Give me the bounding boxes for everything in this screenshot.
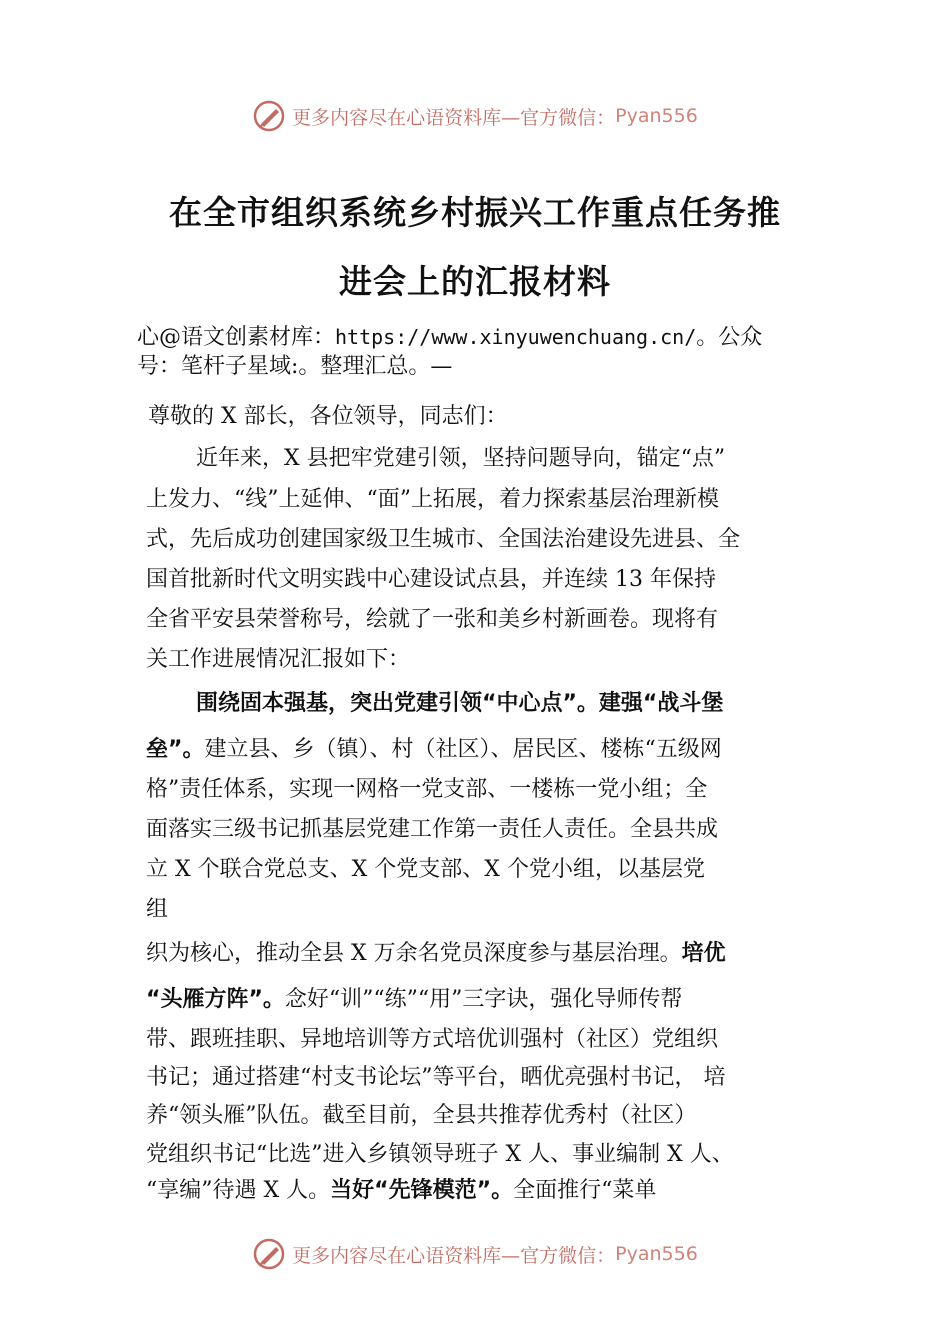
para3-bold: 培优 <box>681 941 726 966</box>
pen-logo-icon <box>252 1237 286 1271</box>
para3-text: 念好“训”“练”“用”三字诀，强化导师传帮 <box>284 987 683 1012</box>
para3-line <box>146 986 682 1014</box>
source-prefix: 心@语文创素材库： <box>137 325 336 350</box>
document-title-line1: 在全市组织系统乡村振兴工作重点任务推 <box>169 193 781 232</box>
para2-line: 立 X 个联合党总支、X 个党支部、X 个党小组，以基层党 <box>146 857 705 882</box>
para3-line <box>146 940 726 968</box>
para2-line: 组 <box>146 897 169 922</box>
para2-text: 建立县、乡（镇）、村（社区）、居民区、楼栋“五级网 <box>204 737 722 762</box>
para1-line: 全省平安县荣誉称号，绘就了一张和美乡村新画卷。现将有 <box>146 607 719 632</box>
watermark-text: 更多内容尽在心语资料库—官方微信： <box>292 106 616 129</box>
para1-line: 式，先后成功创建国家级卫生城市、全国法治建设先进县、全 <box>146 527 741 552</box>
source-line-2: 号：笔杆子星域:。整理汇总。— <box>137 354 453 379</box>
watermark-wechat-id: Pyan556 <box>615 105 698 127</box>
para1-line: 关工作进展情况汇报如下： <box>146 647 411 672</box>
pen-logo-icon <box>252 99 286 133</box>
para2-line: 面落实三级书记抓基层党建工作第一责任人责任。全县共成 <box>146 817 719 842</box>
para3-line: 书记；通过搭建“村支书论坛”等平台，晒优亮强村书记， 培 <box>146 1065 726 1090</box>
para3-text: “享编”待遇 X 人。 <box>146 1178 331 1203</box>
para3-bold: 当好“先锋模范”。 <box>330 1178 514 1203</box>
para3-line: 带、跟班挂职、异地培训等方式培优训强村（社区）党组织 <box>146 1027 719 1052</box>
para3-line <box>146 1177 656 1205</box>
bottom-watermark <box>0 1232 950 1276</box>
para1-line: 近年来，X 县把牢党建引领，坚持问题导向，锚定“点” <box>196 446 726 471</box>
para2-heading: 围绕固本强基，突出党建引领“中心点”。建强“战斗堡 <box>196 691 724 716</box>
source-suffix: 。公众 <box>696 325 763 350</box>
para3-line: 养“领头雁”队伍。截至目前，全县共推荐优秀村（社区） <box>146 1103 697 1128</box>
watermark-text: 更多内容尽在心语资料库—官方微信： <box>292 1244 616 1267</box>
watermark-wechat-id: Pyan556 <box>615 1243 698 1265</box>
para2-line <box>146 736 722 764</box>
para3-text: 织为核心，推动全县 X 万余名党员深度参与基层治理。 <box>146 941 682 966</box>
para1-line: 上发力、“线”上延伸、“面”上拓展，着力探索基层治理新模 <box>146 487 719 512</box>
para2-bold: 垒”。 <box>146 737 205 762</box>
top-watermark <box>0 94 950 138</box>
source-url: https://www.xinyuwenchuang.cn/ <box>335 325 697 349</box>
para3-line: 党组织书记“比选”进入乡镇领导班子 X 人、事业编制 X 人、 <box>146 1142 734 1167</box>
para2-line: 格”责任体系，实现一网格一党支部、一楼栋一党小组；全 <box>146 777 708 802</box>
para3-bold: “头雁方阵”。 <box>146 987 285 1012</box>
document-title-line2: 进会上的汇报材料 <box>339 262 611 301</box>
source-line-1 <box>137 323 762 352</box>
greeting: 尊敬的 X 部长，各位领导，同志们： <box>148 404 508 429</box>
para3-text: 全面推行“菜单 <box>513 1178 657 1203</box>
para1-line: 国首批新时代文明实践中心建设试点县，并连续 13 年保持 <box>146 567 716 592</box>
